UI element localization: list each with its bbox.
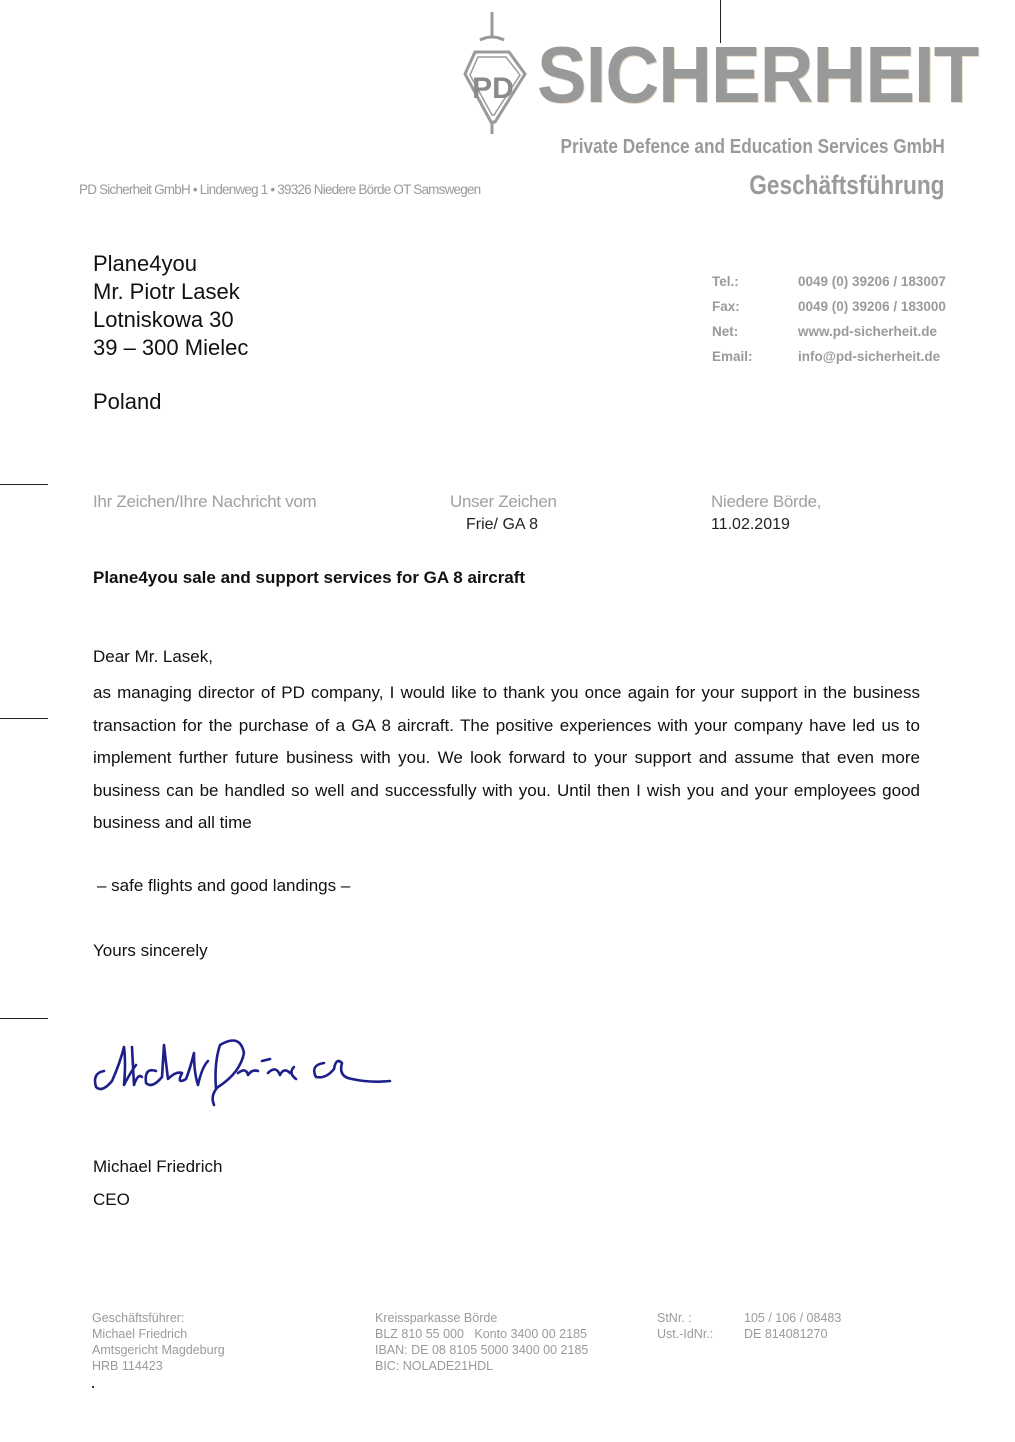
contact-label: Net: [712,324,739,339]
letter-date: 11.02.2019 [711,516,790,533]
footer-management [92,1310,225,1374]
signer-name: Michael Friedrich [93,1157,223,1176]
handwritten-signature-icon [90,1033,400,1113]
signer-block [93,1150,222,1216]
pd-sword-shield-icon [461,10,529,136]
footer-line: Geschäftsführer: [92,1311,185,1325]
contact-website-link[interactable]: www.pd-sicherheit.de [798,324,938,339]
recipient-country: Poland [93,389,162,414]
letter-subject: Plane4you sale and support services for GA 8 aircraft [93,568,526,587]
footer-label: StNr. : [657,1311,692,1325]
company-full-name: Private Defence and Education Services GmbH [560,136,945,158]
logo-monogram: PD [472,72,514,105]
contact-label: Fax: [712,299,740,314]
recipient-address [93,250,248,416]
footer-line: BIC: NOLADE21HDL [375,1359,494,1373]
brand-name: SICHERHEIT [537,30,979,119]
fold-mark-2 [0,1018,48,1019]
footer-bank [375,1310,588,1374]
signer-title: CEO [93,1190,130,1209]
place-label: Niedere Börde, [711,492,822,511]
footer-line: Amtsgericht Magdeburg [92,1343,225,1357]
letter-body: as managing director of PD company, I would like to thank you once again for your support in the business transaction for the purchase of a GA 8 aircraft. The positive experiences with your company have led us to implement further future business with you. We look forward to your support and assume that even more business can be handled so well and successfully with you. Until then I wish you and your employees good business and all time [93,683,920,832]
contact-phone [712,274,946,299]
recipient-person: Mr. Piotr Lasek [93,279,240,304]
recipient-city: 39 – 300 Mielec [93,335,249,360]
contact-label: Email: [712,349,753,364]
contact-block [712,274,946,374]
footer-line: IBAN: DE 08 8105 5000 3400 00 2185 [375,1343,589,1357]
footer-line: HRB 114423 [92,1359,163,1373]
stray-dot [92,1386,94,1388]
our-reference-label: Unser Zeichen [450,492,557,511]
footer-value: 105 / 106 / 08483 [744,1311,842,1325]
recipient-company: Plane4you [93,251,197,276]
contact-email [712,349,946,374]
your-reference-label: Ihr Zeichen/Ihre Nachricht vom [93,492,317,511]
footer-value: DE 814081270 [744,1327,828,1341]
footer-vat-id [657,1326,841,1342]
recipient-street: Lotniskowa 30 [93,307,234,332]
footer-tax-number [657,1310,841,1326]
fold-mark-punch [0,718,48,719]
contact-value: 0049 (0) 39206 / 183007 [798,274,946,289]
sign-off: Yours sincerely [93,941,208,960]
department: Geschäftsführung [749,170,945,200]
footer-line: Kreissparkasse Börde [375,1311,498,1325]
contact-web [712,324,946,349]
sender-return-address: PD Sicherheit GmbH • Lindenweg 1 • 39326 Niedere Börde OT Samswegen [79,182,481,197]
footer-line: BLZ 810 55 000 Konto 3400 00 2185 [375,1327,587,1341]
footer-line: Michael Friedrich [92,1327,188,1341]
closing-phrase: – safe flights and good landings – [97,876,351,895]
salutation: Dear Mr. Lasek, [93,647,213,666]
contact-label: Tel.: [712,274,739,289]
fold-mark-1 [0,484,48,485]
contact-fax [712,299,946,324]
footer-label: Ust.-IdNr.: [657,1327,714,1341]
footer-tax [657,1310,841,1342]
our-reference-value: Frie/ GA 8 [466,516,539,533]
contact-value: 0049 (0) 39206 / 183000 [798,299,946,314]
contact-email-link[interactable]: info@pd-sicherheit.de [798,349,941,364]
